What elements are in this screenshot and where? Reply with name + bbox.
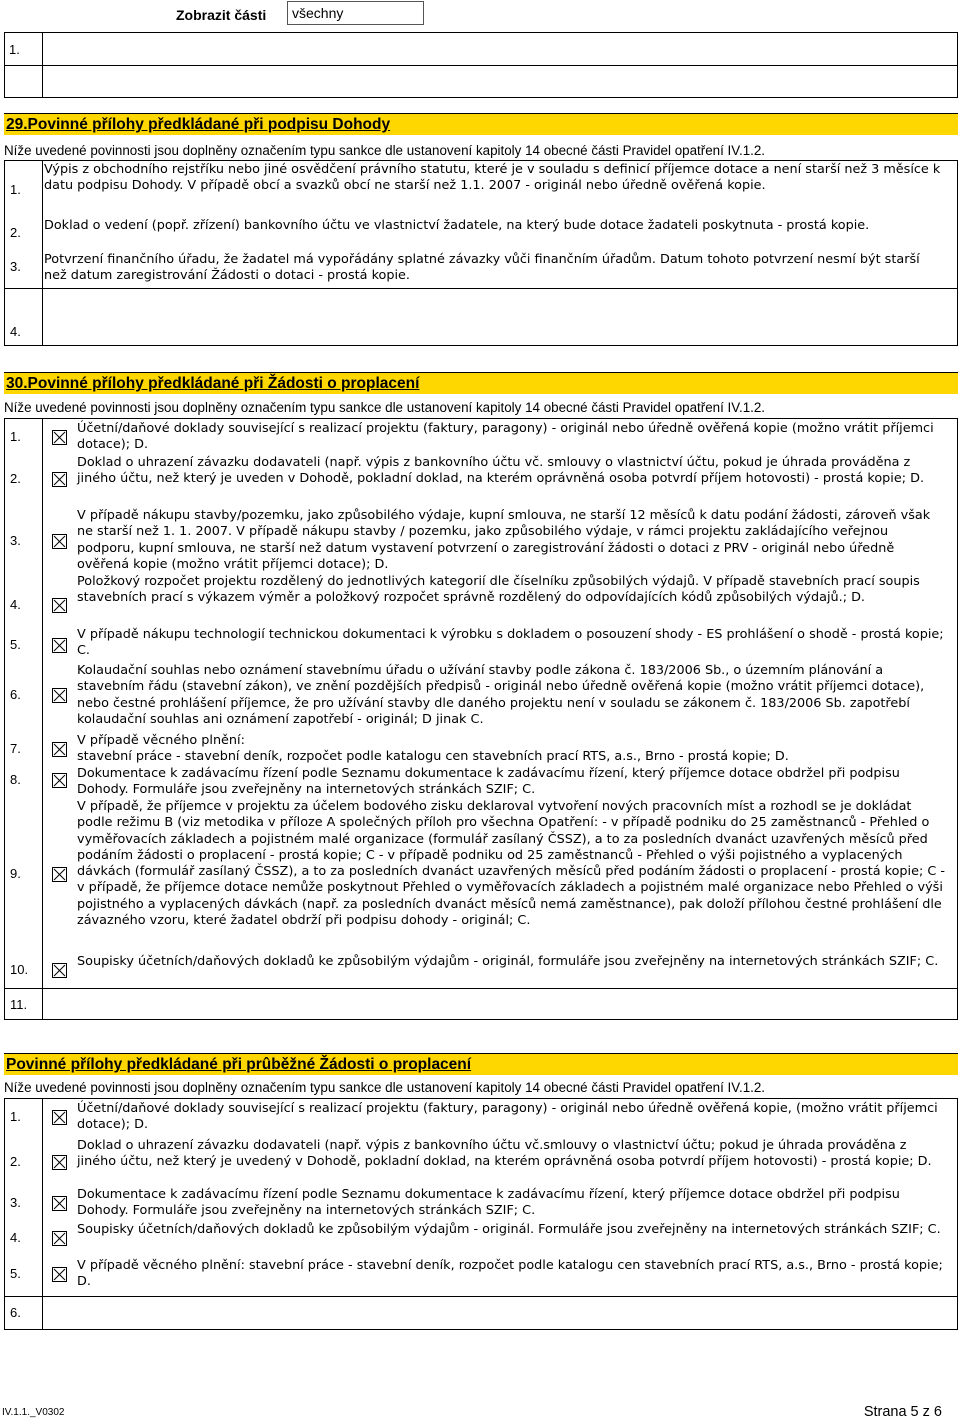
checkbox-checked-icon[interactable] [52, 773, 67, 788]
list-item: Kolaudační souhlas nebo oznámení stavebnímu úřadu o užívání stavby podle zákona č. 183/2006 Sb., o územním plánování a stavebním řádu (stavební zákon), ve znění pozdějších předpisů - originál nebo úředně ověřená kopie (možno vrátit příjemci dotace), nebo čestné prohlášení příjemce, že pro užívání stavby dle daného projektu není v souladu se zákonem č. 183/2006 Sb. zapotřebí kolaudační souhlas ani oznámení zapotřebí - originál; D jinak C. [77, 663, 925, 727]
item-number: 7. [10, 741, 21, 756]
item-number: 4. [10, 324, 21, 339]
item-number: 10. [10, 962, 29, 977]
item-number: 3. [10, 259, 21, 274]
item-number: 6. [10, 687, 21, 702]
spacer-row [4, 66, 958, 98]
list-item: Výpis z obchodního rejstříku nebo jiné osvědčení právního statutu, které je v souladu s definicí příjemce dotace a není starší než 3 měsíce k datu podpisu Dohody. V případě obcí a svazků obcí ne starší než 1.1. 2007 - originál nebo úředně ověřená kopie. [44, 162, 941, 194]
section-29-title: 29.Povinné přílohy předkládané při podpisu Dohody [4, 113, 958, 135]
divider [4, 288, 958, 289]
checkbox-checked-icon[interactable] [52, 1110, 67, 1125]
item-number: 8. [10, 772, 21, 787]
item-number: 2. [10, 225, 21, 240]
item-number: 4. [10, 1230, 21, 1245]
list-item: Dokumentace k zadávacímu řízení podle Seznamu dokumentace k zadávacímu řízení, který příjemce dotace obdržel při podpisu Dohody. Formuláře jsou zveřejněny na internetových stránkách SZIF; C. [77, 766, 900, 798]
list-item: Doklad o uhrazení závazku dodavateli (např. výpis z bankovního účtu vč. smlouvy o vlastnictví účtu, pokud je úhrada prováděna z jiného účtu, než který je uveden v Dohodě, pokladní doklad, na kterém oprávněná osoba potvrdí příjem hotovosti) - prostá kopie; D. [77, 455, 925, 487]
list-item: V případě věcného plnění: stavební práce - stavební deník, rozpočet podle katalogu cen stavebních prací RTS, a.s., Brno - prostá kopie; D. [77, 1258, 943, 1290]
item-number: 5. [10, 1266, 21, 1281]
list-item: Doklad o uhrazení závazku dodavateli (např. výpis z bankovního účtu vč.smlouvy o vlastnictví účtu; pokud je úhrada prováděna z jiného účtu, než který je uvedený v Dohodě, pokladní doklad, na kterém oprávněná osoba potvrdí příjem hotovosti) - prostá kopie; D. [77, 1138, 932, 1170]
show-parts-label: Zobrazit části [176, 7, 267, 23]
checkbox-checked-icon[interactable] [52, 638, 67, 653]
list-item: Soupisky účetních/daňových dokladů ke způsobilým výdajům - originál. Formuláře jsou zveřejněny na internetových stránkách SZIF; C. [77, 1222, 941, 1237]
checkbox-checked-icon[interactable] [52, 472, 67, 487]
checkbox-checked-icon[interactable] [52, 534, 67, 549]
section-30-intro: Níže uvedené povinnosti jsou doplněny označením typu sankce dle ustanovení kapitoly 14 obecné části Pravidel opatření IV.1.2. [4, 400, 766, 415]
list-item: Dokumentace k zadávacímu řízení podle Seznamu dokumentace k zadávacímu řízení, který příjemce dotace obdržel při podpisu Dohody. Formuláře jsou zveřejněny na internetových stránkách SZIF; C. [77, 1187, 900, 1219]
item-number: 1. [9, 42, 20, 57]
item-number: 3. [10, 1195, 21, 1210]
show-parts-select[interactable]: všechny [287, 1, 424, 25]
item-number: 2. [10, 1154, 21, 1169]
divider [4, 1296, 958, 1297]
item-number: 5. [10, 637, 21, 652]
page-number: Strana 5 z 6 [863, 1404, 942, 1420]
checkbox-checked-icon[interactable] [52, 430, 67, 445]
checkbox-checked-icon[interactable] [52, 742, 67, 757]
divider [4, 988, 958, 989]
toolbar [0, 0, 960, 30]
section-30-title: 30.Povinné přílohy předkládané při Žádosti o proplacení [4, 372, 958, 394]
item-number: 1. [10, 182, 21, 197]
item-number: 6. [10, 1305, 21, 1320]
item-number: 4. [10, 597, 21, 612]
list-item: V případě nákupu stavby/pozemku, jako způsobilého výdaje, kupní smlouva, ne starší 12 měsíců k datu podání žádosti, zároveň však ne starší než 1. 1. 2007. V případě nákupu stavby / pozemku, jako způsobilého výdaje, v rámci projektu zakládajícího veřejnou podporu, kupní smlouva, ne starší než datum vystavení potvrzení o zaregistrování žádosti o dotaci z PRV - originál nebo úředně ověřená kopie (možno vrátit příjemci dotace); D. [77, 508, 931, 572]
checkbox-checked-icon[interactable] [52, 867, 67, 882]
list-item: Položkový rozpočet projektu rozdělený do jednotlivých kategorií dle číselníku způsobilých výdajů. V případě stavebních prací soupis stavebních prací s výkazem výměr a položkový rozpočet správně rozdělený do odpovídajících kódů způsobilých výdajů.; D. [77, 574, 920, 606]
list-item: Potvrzení finančního úřadu, že žadatel má vypořádány splatné závazky vůči finančním úřadům. Datum tohoto potvrzení nesmí být starší než datum zaregistrování Žádosti o dotaci - prostá kopie. [44, 252, 920, 284]
section-29-intro: Níže uvedené povinnosti jsou doplněny označením typu sankce dle ustanovení kapitoly 14 obecné části Pravidel opatření IV.1.2. [4, 143, 766, 158]
list-item: Účetní/daňové doklady související s realizací projektu (faktury, paragony) - originál nebo úředně ověřená kopie (možno vrátit příjemci dotace); D. [77, 421, 934, 453]
checkbox-checked-icon[interactable] [52, 598, 67, 613]
item-number: 1. [10, 429, 21, 444]
checkbox-checked-icon[interactable] [52, 1155, 67, 1170]
list-item: V případě věcného plnění: stavební práce - stavební deník, rozpočet podle katalogu cen stavebních prací RTS, a.s., Brno - prostá kopie; D. [77, 733, 789, 765]
list-item: V případě, že příjemce v projektu za účelem bodového zisku deklaroval vytvoření nových pracovních míst a rozhodl se je dokládat podle režimu B (viz metodika v příloze A společných příloh pro všechna Opatření: - v případě podniku do 25 zaměstnanců - Přehled o vyměřovacích základech a pojistném malé organizace (formulář zasílaný ČSSZ), a to za posledních dvanáct uzavřených měsíců před podáním žádosti o proplacení - prostá kopie; C - v případě podniku od 25 zaměstnanců - Přehled o výši pojistného a vyplacených dávkách (formulář zasílaný ČSSZ), a to za posledních dvanáct uzavřených měsíců před podáním žádosti o proplacení - prostá kopie; C - v případě, že příjemce dotace nemůže poskytnout Přehled o vyměřovacích základech a pojistném malé organizace nebo Přehled o výši pojistného a vyplacených dávkách (např. za posledních dvanáct měsíců nemá zaměstnance), pak doloží přílohou čestné prohlášení dle závazného vzoru, které žadatel obdrží při podpisu dohody - originál; C. [77, 799, 945, 929]
top-item-row [4, 32, 958, 66]
footer-code: IV.1.1._V0302 [2, 1407, 65, 1418]
checkbox-checked-icon[interactable] [52, 963, 67, 978]
section-interim-title: Povinné přílohy předkládané při prûběžné Žádosti o proplacení [4, 1053, 958, 1075]
list-item: Doklad o vedení (popř. zřízení) bankovního účtu ve vlastnictví žadatele, na který bude dotace žadateli poskytnuta - prostá kopie. [44, 218, 870, 233]
section-interim-intro: Níže uvedené povinnosti jsou doplněny označením typu sankce dle ustanovení kapitoly 14 obecné části Pravidel opatření IV.1.2. [4, 1080, 766, 1095]
checkbox-checked-icon[interactable] [52, 1267, 67, 1282]
list-item: Účetní/daňové doklady související s realizací projektu (faktury, paragony) - originál nebo úředně ověřená kopie, (možno vrátit příjemci dotace); D. [77, 1101, 938, 1133]
list-item: Soupisky účetních/daňových dokladů ke způsobilým výdajům - originál, formuláře jsou zveřejněny na internetových stránkách SZIF; C. [77, 954, 939, 969]
checkbox-checked-icon[interactable] [52, 688, 67, 703]
item-number: 9. [10, 866, 21, 881]
list-item: V případě nákupu technologií technickou dokumentaci k výrobku s dokladem o posouzení shody - ES prohlášení o shodě - prostá kopie; C. [77, 627, 944, 659]
checkbox-checked-icon[interactable] [52, 1196, 67, 1211]
item-number: 1. [10, 1109, 21, 1124]
item-number: 3. [10, 533, 21, 548]
item-number: 11. [10, 997, 28, 1012]
item-number: 2. [10, 471, 21, 486]
checkbox-checked-icon[interactable] [52, 1231, 67, 1246]
